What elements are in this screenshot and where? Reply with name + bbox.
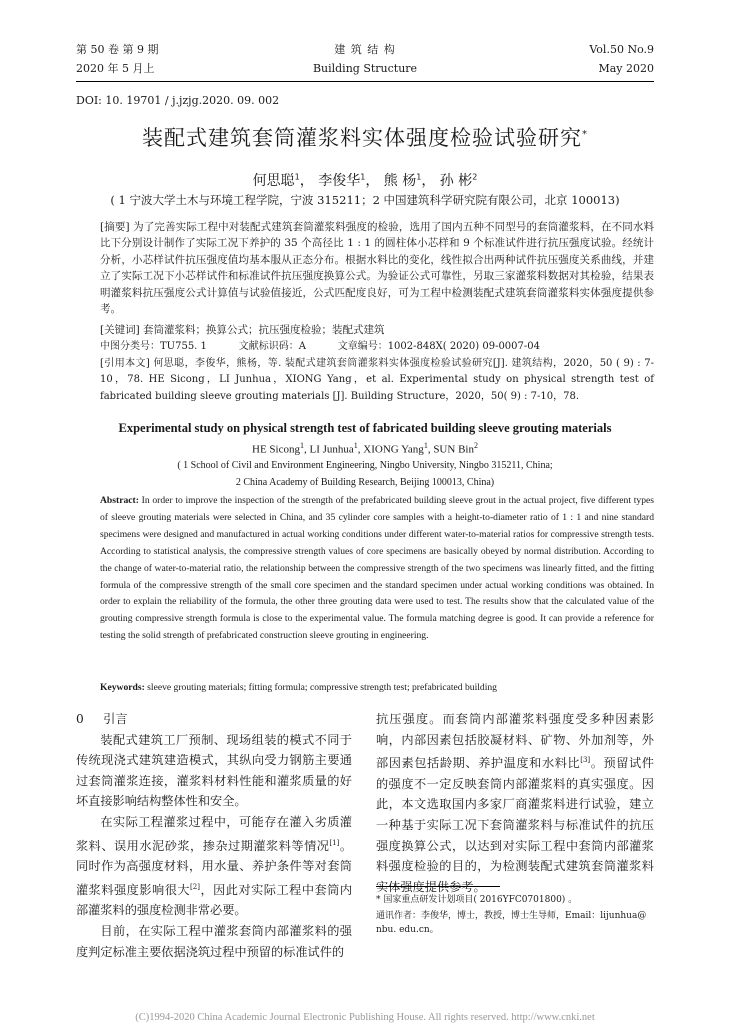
citation: [引用本文] 何思聪，李俊华，熊杨，等. 装配式建筑套筒灌浆料实体强度检验试验研究[J]. 建筑结构，2020，50 ( 9) : 7-10，78. HE Sicong，LI Junhua，XIONG Yang，et al. Experimental study on physical strength test of fabricated building sleeve grouting materials [J]. Building Structure，2020，50( 9) : 7-10，78.	[100, 358, 654, 402]
author-name: 孙 彬	[439, 173, 473, 189]
abstract-en: Abstract: In order to improve the inspection of the strength of the prefabricated building sleeve grout in the actual project, five different types of sleeve grouting materials were selected in China, and 35 cylinder core samples with a height-to-diameter ratio of 1 : 1 and nine standard specimens were designed and manufactured in actual working conditions under different water-to-material ratios for compressive strength tests. According to statistical analysis, the compressive strength values of core specimens are basically obeyed by normal distribution. According to the change of water-to-material ratio, the relationship between the compressive strength of the two specimens was linearly fitted, and the fitting formula of the compressive strength of the small core specimen and the standard specimen under actual working conditions was obtained. In order to explain the reliability of the formula, the other three grouting data were used to test. The results show that the calculated value of the grouting compressive strength formula is close to the experimental value. The formula matching degree is good. It can provide a reference for testing the solid strength of prefabricated construction sleeve grouting in engineering.	[100, 495, 654, 642]
body-left-column	[76, 709, 352, 962]
authors-en: HE Sicong$^1$, LI Junhua$^1$, XIONG Yang$^1$, SUN Bin$^2$	[252, 441, 478, 456]
date-en: May 2020	[598, 62, 654, 75]
footnote-author: 通讯作者：李俊华，博士，教授，博士生导师，Email：lijunhua@ nbu. edu.cn。	[376, 911, 647, 935]
copyright-footer: (C)1994-2020 China Academic Journal Electronic Publishing House. All rights reserved. http://www.cnki.net	[135, 1012, 595, 1023]
affiliation-en-2: 2 China Academy of Building Research, Beijing 100013, China)	[235, 477, 495, 488]
abstract-cn: [摘要] 为了完善实际工程中对装配式建筑套筒灌浆料强度的检验，选用了国内五种不同型号的套筒灌浆料，在不同水料比下分别设计制作了实际工况下养护的 35 个高径比 1 : 1 的圆柱体小芯样和 9 个标准试件进行抗压强度试验。经统计分析，小芯样试件抗压强度值均基本服从正态分布。根据水料比的变化，线性拟合出两种试件抗压强度关系曲线，并建立了实际工况下小芯样试件和标准试件抗压强度换算公式。为验证公式可靠性，另取三家灌浆料数据对其检验，结果表明灌浆料抗压强度公式计算值与试验值接近，公式匹配度良好，可为工程中检测装配式建筑套筒灌浆料实体强度提供参考。	[100, 221, 654, 316]
authors-cn: 何思聪$^1$， 李俊华$^1$， 熊 杨$^1$， 孙 彬$^2$	[252, 172, 478, 189]
keywords-cn: [关键词] 套筒灌浆料；换算公式；抗压强度检验；装配式建筑	[100, 324, 385, 336]
body-right-column	[376, 709, 654, 897]
volume-cn: 第 50 卷 第 9 期	[76, 43, 159, 56]
paragraph: 在实际工程灌浆过程中，可能存在灌入劣质灌浆料、误用水泥砂浆，掺杂过期灌浆料等情况[1]。同时作为高强度材料，用水量、养护条件等对套筒灌浆料强度影响很大[2]，因此对实际工程中套筒内部灌浆料的强度检测非常必要。	[76, 814, 353, 918]
footnote-fund: * 国家重点研发计划项目( 2016YFC0701800) 。	[376, 895, 578, 905]
author-name: 何思聪	[252, 173, 295, 189]
paper-title-en: Experimental study on physical strength test of fabricated building sleeve grouting materials	[118, 421, 612, 435]
affiliation-en-1: ( 1 School of Civil and Environment Engineering, Ningbo University, Ningbo 315211, China;	[177, 460, 553, 471]
journal-name-cn: 建 筑 结 构	[334, 43, 396, 56]
volume-en: Vol.50 No.9	[589, 43, 654, 56]
journal-name-en: Building Structure	[312, 62, 418, 75]
footnote-rule	[376, 886, 500, 887]
paper-title-cn: 装配式建筑套筒灌浆料实体强度检验试验研究*	[142, 126, 588, 150]
paragraph: 装配式建筑工厂预制、现场组装的模式不同于传统现浇式建筑建造模式，其纵向受力钢筋主要通过套筒灌浆连接，灌浆料材料性能和灌浆质量的好坏直接影响结构整体性和安全。	[76, 732, 352, 809]
header-rule	[76, 81, 654, 82]
affiliation-cn: ( 1 宁波大学土木与环境工程学院，宁波 315211；2 中国建筑科学研究院有限公司，北京 100013)	[110, 193, 620, 207]
author-name: 李俊华	[318, 173, 361, 189]
paragraph: 抗压强度。而套筒内部灌浆料强度受多种因素影响，内部因素包括胶凝材料、矿物、外加剂等，外部因素包括龄期、养护温度和水料比[3]。预留试件的强度不一定反映套筒内部灌浆料的真实强度。因此，本文选取国内多家厂商灌浆料进行试验，建立一种基于实际工况下套筒灌浆料与标准试件的抗压强度换算公式，以达到对实际工程中套筒内部灌浆料强度检验的目的，为检测装配式建筑套筒灌浆料实体强度提供参考。	[376, 712, 654, 894]
doi: DOI: 10. 19701 / j.jzjg.2020. 09. 002	[76, 94, 280, 107]
author-name: 熊 杨	[383, 173, 417, 189]
section-heading: 0 引言	[76, 712, 128, 726]
classification-line: 中图分类号：TU755. 1 文献标识码：A 文章编号：1002-848X( 2020) 09-0007-04	[100, 341, 540, 352]
paragraph: 目前，在实际工程中灌浆套筒内部灌浆料的强度判定标准主要依据浇筑过程中预留的标准试件的	[76, 924, 352, 959]
date-cn: 2020 年 5 月上	[76, 62, 155, 75]
keywords-en: Keywords: sleeve grouting materials; fitting formula; compressive strength test; prefabricated building	[100, 682, 497, 693]
abstract-label: Abstract:	[100, 495, 139, 506]
keywords-label: Keywords:	[100, 682, 145, 693]
